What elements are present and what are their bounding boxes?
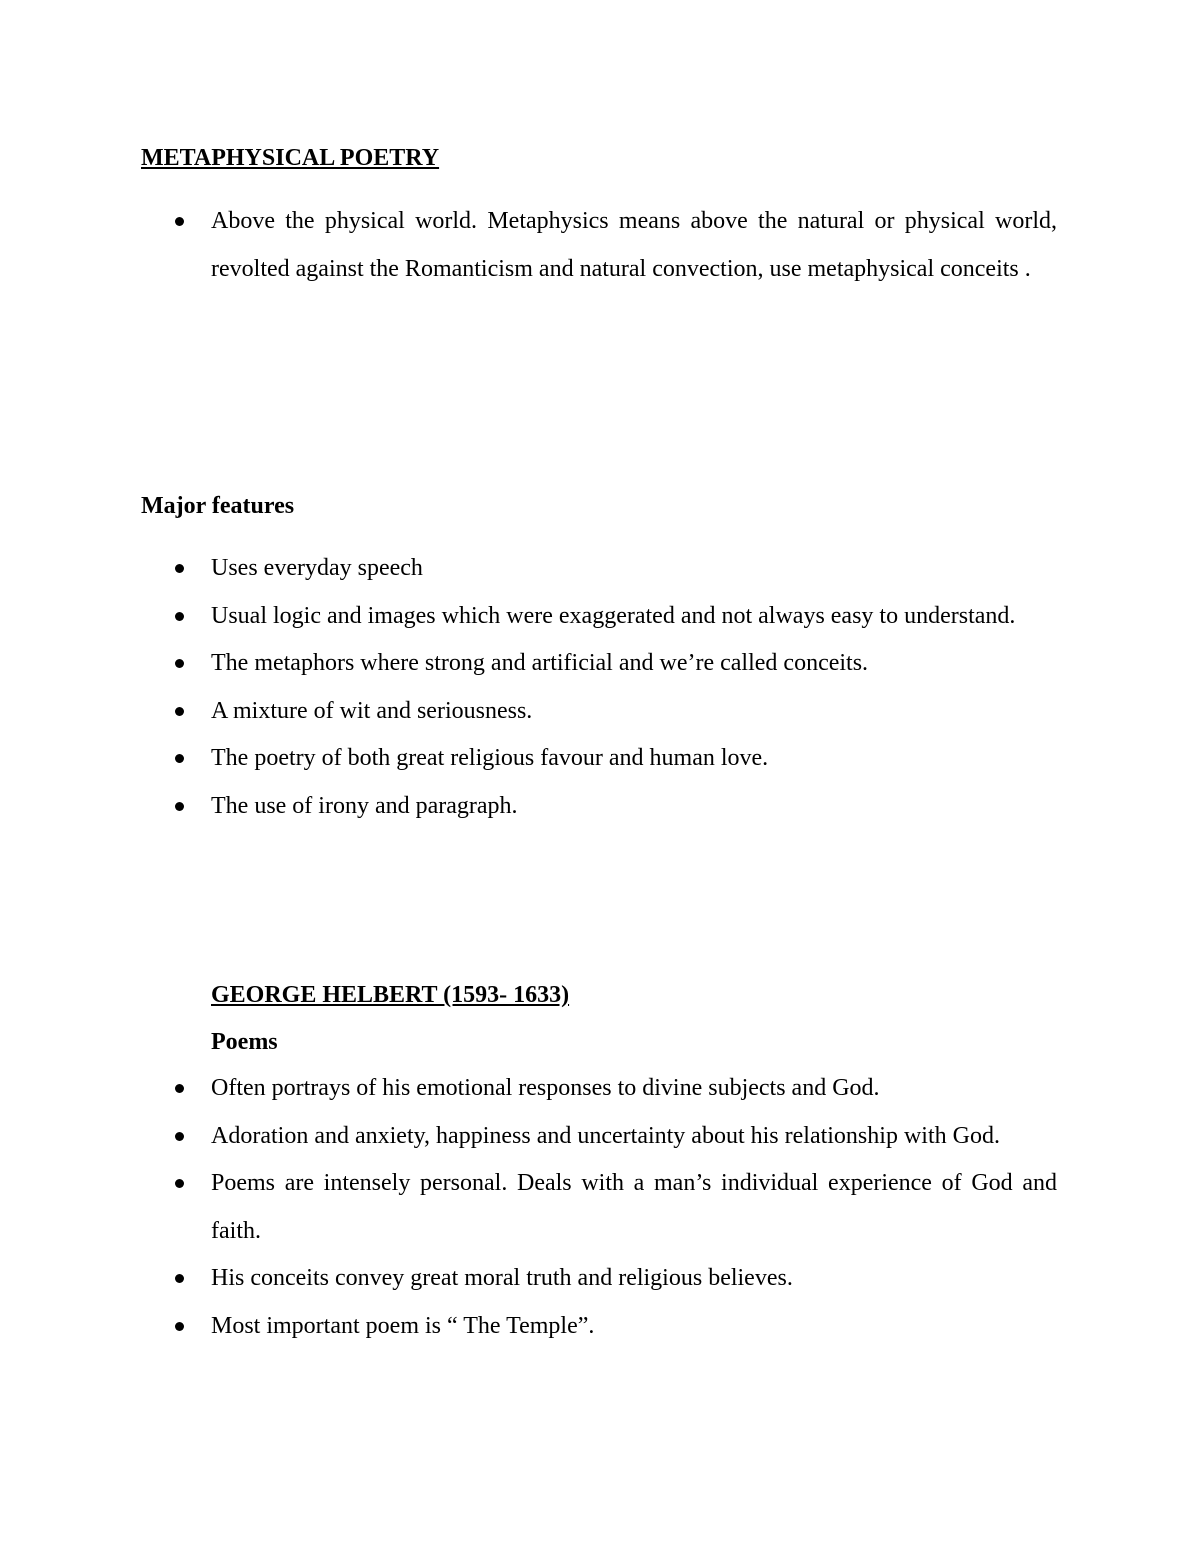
bullet-icon	[175, 217, 184, 226]
list-item-text: The use of irony and paragraph.	[211, 792, 518, 819]
section-heading-george-helbert: GEORGE HELBERT (1593- 1633)	[211, 982, 570, 1008]
bullet-icon	[175, 707, 184, 716]
list-item	[0, 198, 1057, 293]
list-item-text: The metaphors where strong and artificial and we’re called conceits.	[211, 650, 869, 676]
list-item-text: Most important poem is “ The Temple”.	[211, 1312, 595, 1339]
bullet-icon	[175, 1179, 184, 1188]
list-item-text: The poetry of both great religious favour and human love.	[211, 745, 769, 771]
herbert-list	[0, 1065, 1057, 1350]
list-item-text: Adoration and anxiety, happiness and uncertainty about his relationship with God.	[211, 1122, 1000, 1149]
list-item	[0, 688, 1057, 736]
list-item-text: Usual logic and images which were exaggerated and not always easy to understand.	[211, 602, 1016, 629]
list-item-text: His conceits convey great moral truth and religious believes.	[211, 1265, 793, 1291]
list-item	[0, 783, 1057, 831]
list-item	[0, 593, 1057, 641]
bullet-icon	[175, 564, 184, 573]
list-item	[0, 1160, 1057, 1255]
list-item-text: Poems are intensely personal. Deals with a man’s individual experience of God and faith.	[211, 1170, 1057, 1244]
features-list	[0, 545, 1057, 830]
list-item	[0, 1113, 1057, 1161]
bullet-icon	[175, 802, 184, 811]
bullet-icon	[175, 1322, 184, 1331]
document-title: METAPHYSICAL POETRY	[141, 145, 440, 171]
list-item	[0, 1303, 1057, 1351]
list-item	[0, 1255, 1057, 1303]
list-item	[0, 735, 1057, 783]
bullet-icon	[175, 1084, 184, 1093]
bullet-icon	[175, 1132, 184, 1141]
section-heading-major-features: Major features	[141, 493, 295, 519]
subheading-poems: Poems	[211, 1029, 278, 1055]
list-item-text: Above the physical world. Metaphysics means above the natural or physical world, revolted against the Romanticism and natural convection, use metaphysical conceits .	[211, 208, 1057, 282]
bullet-icon	[175, 612, 184, 621]
bullet-icon	[175, 1274, 184, 1283]
list-item-text: Often portrays of his emotional responses to divine subjects and God.	[211, 1075, 880, 1101]
bullet-icon	[175, 659, 184, 668]
list-item-text: A mixture of wit and seriousness.	[211, 697, 533, 724]
intro-list	[0, 198, 1057, 293]
list-item	[0, 545, 1057, 593]
list-item-text: Uses everyday speech	[211, 555, 423, 581]
list-item	[0, 1065, 1057, 1113]
list-item	[0, 640, 1057, 688]
bullet-icon	[175, 754, 184, 763]
